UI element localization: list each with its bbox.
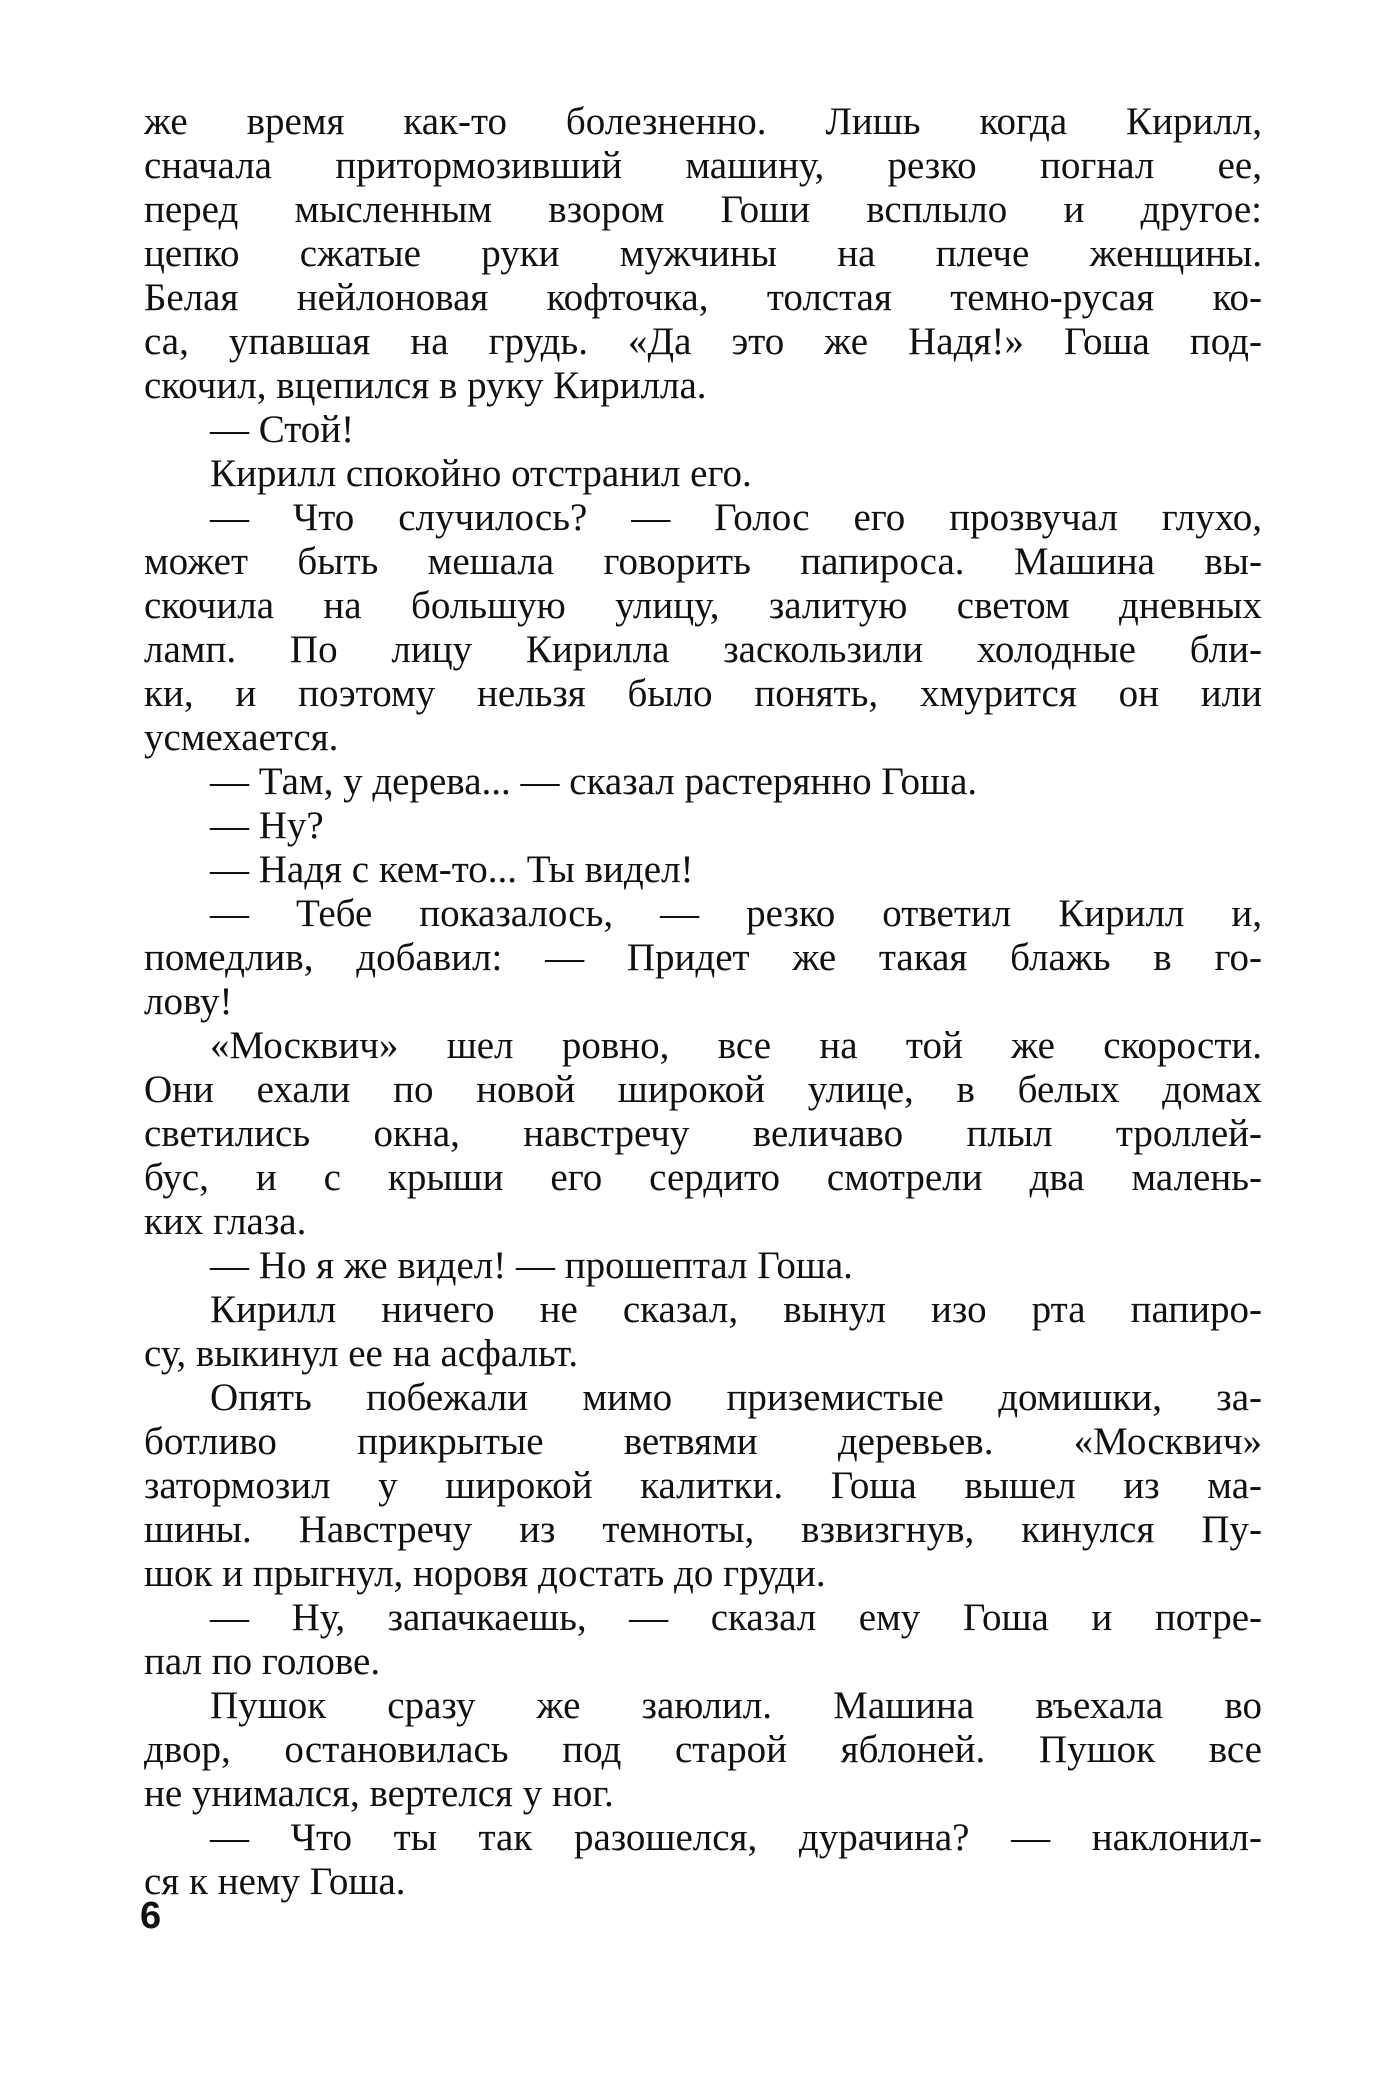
text-line: пал по голове. xyxy=(144,1640,381,1683)
text-line: са, упавшая на грудь. «Да это же Надя!» Гоша под- xyxy=(144,320,1262,363)
text-line: су, выкинул ее на асфальт. xyxy=(144,1332,579,1375)
text-line: — Но я же видел! — прошептал Гоша. xyxy=(210,1244,853,1287)
text-line: Опять побежали мимо приземистые домишки, за- xyxy=(210,1376,1262,1419)
page-number: 6 xyxy=(140,1895,162,1937)
text-line: ки, и поэтому нельзя было понять, хмурится он или xyxy=(144,672,1262,715)
text-line: может быть мешала говорить папироса. Машина вы- xyxy=(144,540,1262,583)
text-line: — Тебе показалось, — резко ответил Кирилл и, xyxy=(210,892,1262,935)
text-line: не унимался, вертелся у ног. xyxy=(144,1772,614,1815)
text-line: шок и прыгнул, норовя достать до груди. xyxy=(144,1552,826,1595)
text-line: светились окна, навстречу величаво плыл троллей- xyxy=(144,1112,1262,1155)
text-line: ся к нему Гоша. xyxy=(144,1860,406,1903)
text-line: — Ну, запачкаешь, — сказал ему Гоша и потре- xyxy=(210,1596,1262,1639)
text-line: — Что ты так разошелся, дурачина? — наклонил- xyxy=(210,1816,1262,1859)
text-line: «Москвич» шел ровно, все на той же скорости. xyxy=(210,1024,1262,1067)
text-line: усмехается. xyxy=(144,716,339,759)
text-line: помедлив, добавил: — Придет же такая блажь в го- xyxy=(144,936,1262,979)
text-line: скочил, вцепился в руку Кирилла. xyxy=(144,364,707,407)
text-line: — Стой! xyxy=(210,408,355,451)
text-line: ботливо прикрытые ветвями деревьев. «Москвич» xyxy=(144,1420,1262,1463)
body-text xyxy=(144,100,1262,1904)
text-line: сначала притормозивший машину, резко погнал ее, xyxy=(144,144,1262,187)
text-line: бус, и с крыши его сердито смотрели два малень- xyxy=(144,1156,1262,1199)
text-line: Кирилл ничего не сказал, вынул изо рта папиро- xyxy=(210,1288,1262,1331)
text-line: Пушок сразу же заюлил. Машина въехала во xyxy=(210,1684,1262,1727)
text-line: ламп. По лицу Кирилла заскользили холодные бли- xyxy=(144,628,1262,671)
text-line: двор, остановилась под старой яблоней. Пушок все xyxy=(144,1728,1262,1771)
text-line: Они ехали по новой широкой улице, в белых домах xyxy=(144,1068,1262,1111)
text-line: — Ну? xyxy=(210,804,324,847)
text-line: затормозил у широкой калитки. Гоша вышел из ма- xyxy=(144,1464,1262,1507)
text-line: шины. Навстречу из темноты, взвизгнув, кинулся Пу- xyxy=(144,1508,1262,1551)
text-line: цепко сжатые руки мужчины на плече женщины. xyxy=(144,232,1262,275)
text-line: скочила на большую улицу, залитую светом дневных xyxy=(144,584,1262,627)
text-line: — Там, у дерева... — сказал растерянно Гоша. xyxy=(210,760,978,803)
text-line: Белая нейлоновая кофточка, толстая темно-русая ко- xyxy=(144,276,1262,319)
text-line: же время как-то болезненно. Лишь когда Кирилл, xyxy=(144,100,1262,143)
text-line: Кирилл спокойно отстранил его. xyxy=(210,452,752,495)
text-line: лову! xyxy=(144,980,233,1023)
text-line: перед мысленным взором Гоши всплыло и другое: xyxy=(144,188,1262,231)
text-line: — Надя с кем-то... Ты видел! xyxy=(210,848,694,891)
text-line: ких глаза. xyxy=(144,1200,307,1243)
text-line: — Что случилось? — Голос его прозвучал глухо, xyxy=(210,496,1262,539)
